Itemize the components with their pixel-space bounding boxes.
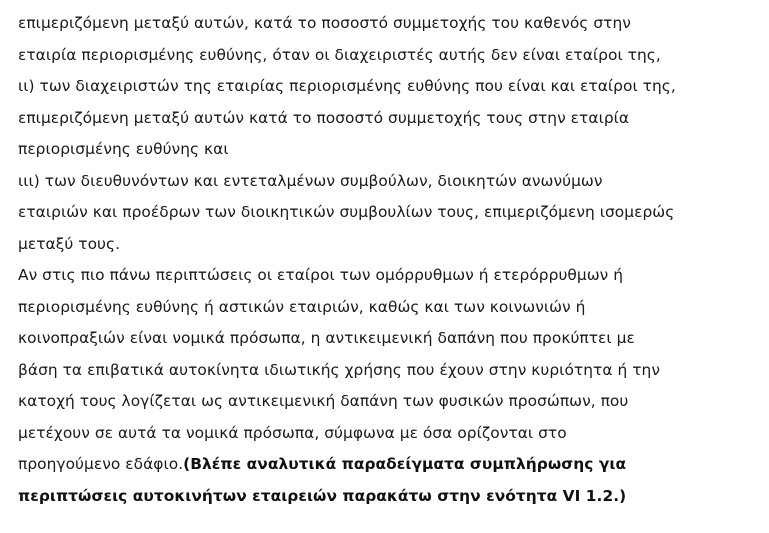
reference-note-start: (Βλέπε αναλυτικά παραδείγματα συμπλήρωσης για bbox=[183, 455, 627, 473]
text-line: κατοχή τους λογίζεται ως αντικειμενική δαπάνη των φυσικών προσώπων, που bbox=[18, 392, 629, 410]
text-line: βάση τα επιβατικά αυτοκίνητα ιδιωτικής χρήσης που έχουν στην κυριότητα ή την bbox=[18, 360, 660, 379]
text-line: μεταξύ τους. bbox=[18, 234, 121, 253]
text-line: εταιριών και προέδρων των διοικητικών συμβουλίων τους, επιμεριζόμενη ισομερώς bbox=[18, 203, 675, 221]
text-line: εταιρία περιορισμένης ευθύνης, όταν οι διαχειριστές αυτής δεν είναι εταίροι της, bbox=[18, 45, 661, 64]
text-line: Αν στις πιο πάνω περιπτώσεις οι εταίροι των ομόρρυθμων ή ετερόρρυθμων ή bbox=[18, 266, 624, 284]
text-line: επιμεριζόμενη μεταξύ αυτών, κατά το ποσοστό συμμετοχής του καθενός στην bbox=[18, 14, 631, 32]
text-line: περιορισμένης ευθύνης και bbox=[18, 140, 229, 158]
document-body bbox=[18, 8, 763, 512]
text-line: περιορισμένης ευθύνης ή αστικών εταιριών, καθώς και των κοινωνιών ή bbox=[18, 297, 586, 316]
text-line-mixed bbox=[18, 449, 763, 481]
text-span: προηγούμενο εδάφιο. bbox=[18, 455, 184, 473]
text-line: ιι) των διαχειριστών της εταιρίας περιορισμένης ευθύνης που είναι και εταίροι της, bbox=[18, 77, 676, 95]
text-line: επιμεριζόμενη μεταξύ αυτών κατά το ποσοστό συμμετοχής τους στην εταιρία bbox=[18, 108, 630, 127]
text-line: μετέχουν σε αυτά τα νομικά πρόσωπα, σύμφωνα με όσα ορίζονται στο bbox=[18, 423, 567, 442]
reference-note-end: περιπτώσεις αυτοκινήτων εταιρειών παρακάτω στην ενότητα VI 1.2.) bbox=[18, 486, 627, 505]
text-line: ιιι) των διευθυνόντων και εντεταλμένων συμβούλων, διοικητών ανωνύμων bbox=[18, 171, 603, 190]
text-line: κοινοπραξιών είναι νομικά πρόσωπα, η αντικειμενική δαπάνη που προκύπτει με bbox=[18, 329, 635, 347]
